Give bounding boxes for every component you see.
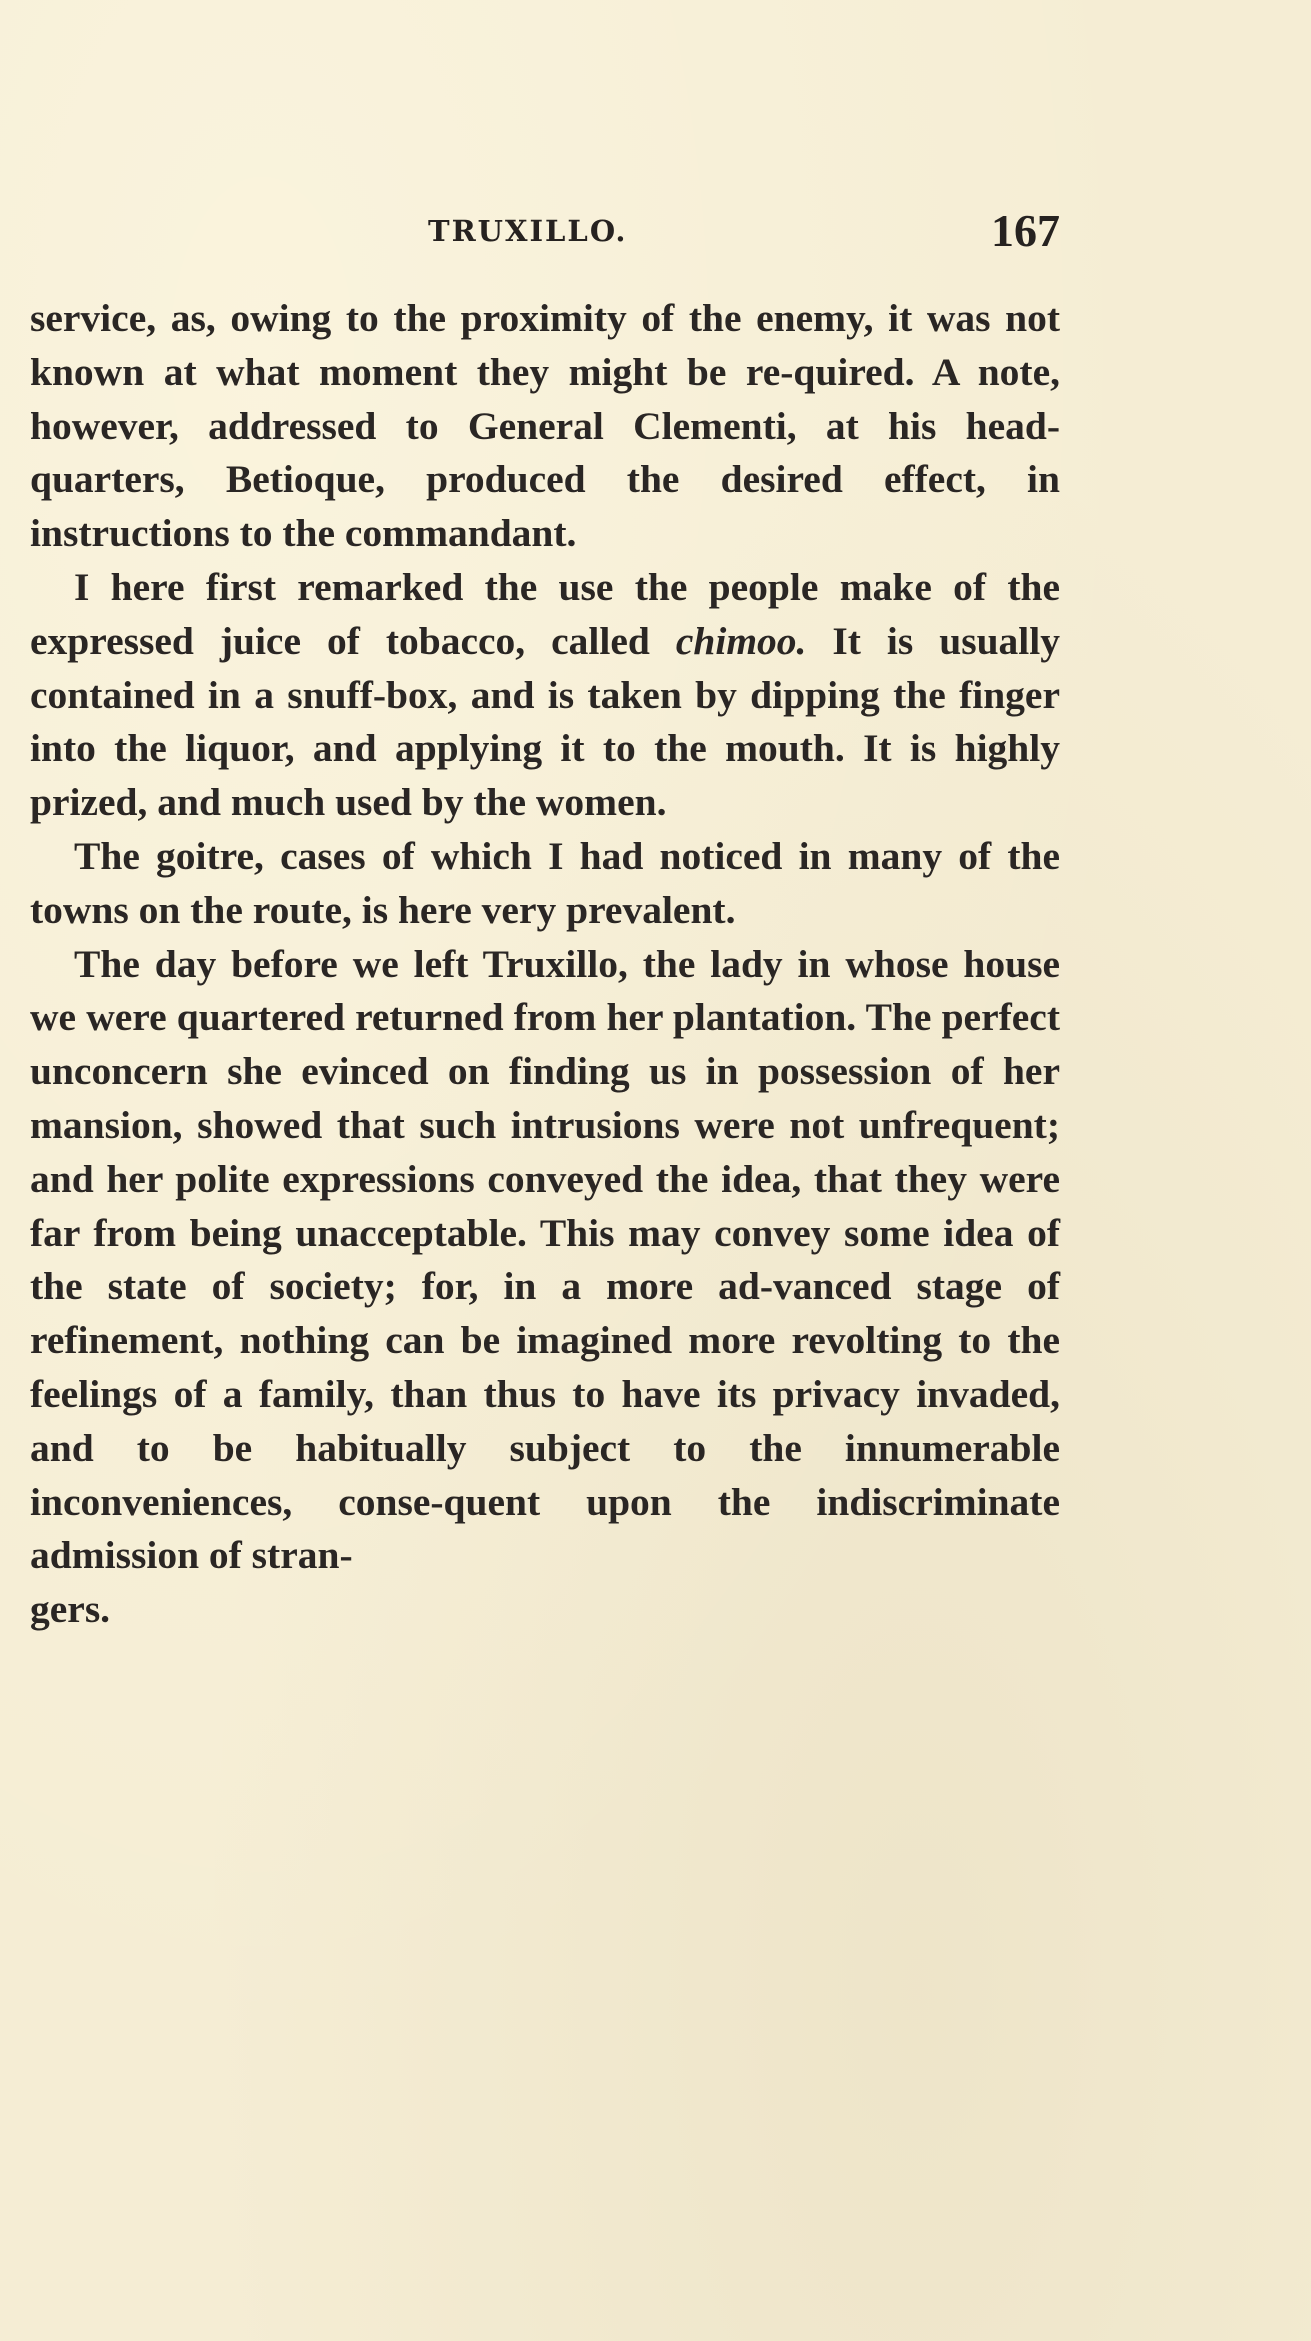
page-header bbox=[30, 200, 1060, 260]
paragraph-2 bbox=[30, 561, 1060, 830]
running-head: TRUXILLO. bbox=[428, 214, 628, 248]
page-number: 167 bbox=[991, 205, 1060, 256]
paragraph-2-text-end: It is usually contained in a snuff-box, and is taken by dipping the finger into the liquor, and applying it to the mouth. It is highly prized, and much used by the women. bbox=[30, 618, 1060, 825]
paragraph-1: service, as, owing to the proximity of the enemy, it was not known at what moment they might be re-quired. A note, however, addressed to General Clementi, at his head-quarters, Betioque, produced the desired effect, in instructions to the commandant. bbox=[30, 296, 1060, 556]
paragraph-3: The goitre, cases of which I had noticed in many of the towns on the route, is here very prevalent. bbox=[30, 833, 1060, 932]
paragraph-2-text-start: I here first remarked the use the people make of the expressed juice of tobacco, called bbox=[30, 564, 1060, 663]
paragraph-4: The day before we left Truxillo, the lady in whose house we were quartered returned from her plantation. The perfect unconcern she evinced on finding us in possession of her mansion, showed that such intrusions were not unfrequent; and her polite expressions conveyed the idea, that they were far from being unacceptable. This may convey some idea of the state of society; for, in a more ad-vanced stage of refinement, nothing can be imagined more revolting to the feelings of a family, than thus to have its privacy invaded, and to be habitually subject to the innumerable inconveniences, conse-quent upon the indiscriminate admission of stran- bbox=[30, 941, 1060, 1578]
paragraph-4-last-line: gers. bbox=[30, 1587, 111, 1632]
chimoo-term: chimoo. bbox=[675, 618, 807, 663]
body-text bbox=[30, 292, 1060, 1637]
